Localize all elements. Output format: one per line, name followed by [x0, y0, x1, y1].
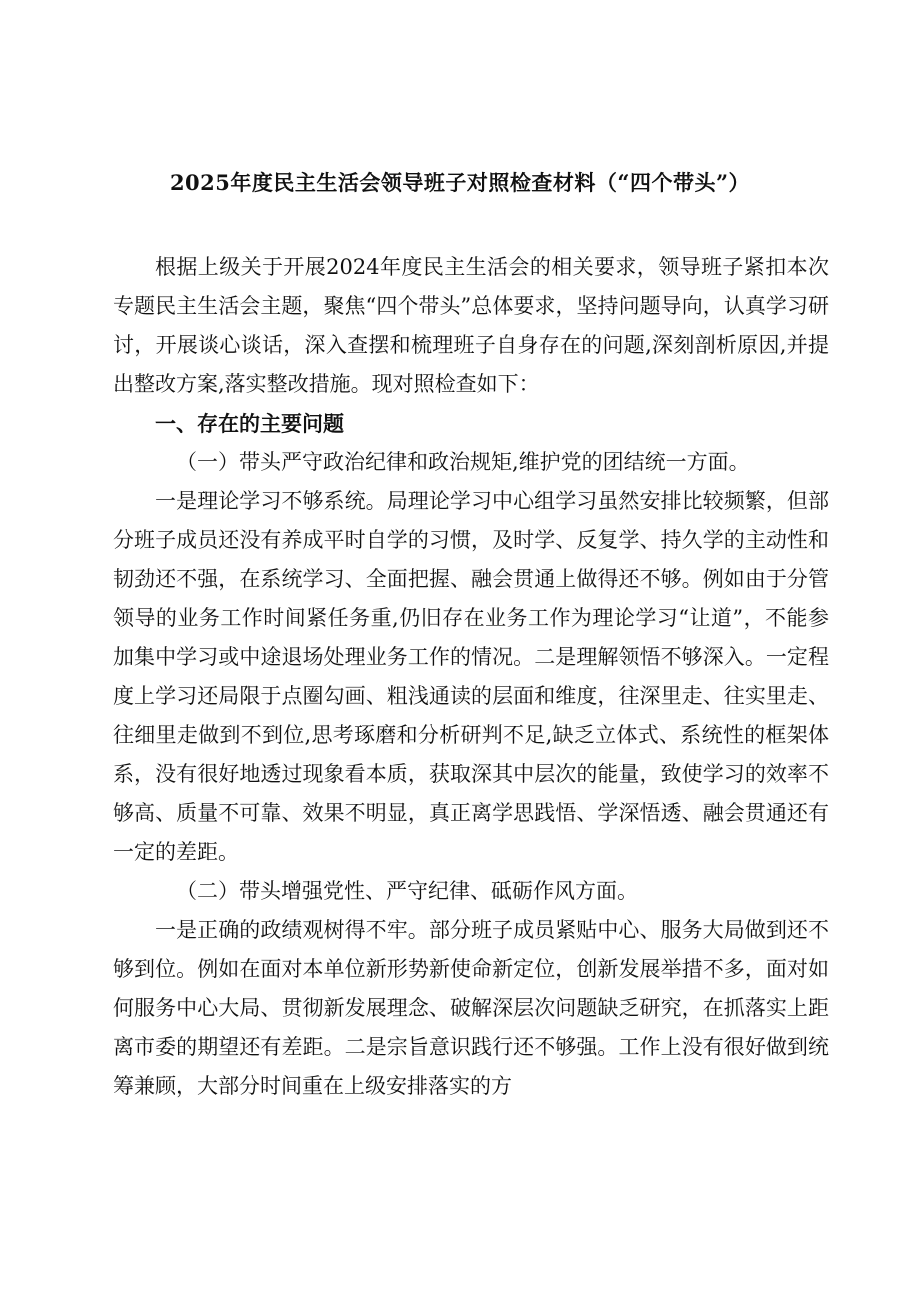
subsection-heading-1: （一）带头严守政治纪律和政治规矩,维护党的团结统一方面。 — [176, 450, 750, 474]
document-body — [113, 248, 829, 1106]
subsection-body-1: 一是理论学习不够系统。局理论学习中心组学习虽然安排比较频繁，但部分班子成员还没有养成平时自学的习惯，及时学、反复学、持久学的主动性和韧劲还不强，在系统学习、全面把握、融会贯通上做得还不够。例如由于分管领导的业务工作时间紧任务重,仍旧存在业务工作为理论学习“让道”，不能参加集中学习或中途退场处理业务工作的情况。二是理解领悟不够深入。一定程度上学习还局限于点圈勾画、粗浅通读的层面和维度，往深里走、往实里走、往细里走做到不到位,思考琢磨和分析研判不足,缺乏立体式、系统性的框架体系，没有很好地透过现象看本质，获取深其中层次的能量，致使学习的效率不够高、质量不可靠、效果不明显，真正离学思践悟、学深悟透、融会贯通还有一定的差距。 — [113, 489, 829, 864]
section-heading: 一、存在的主要问题 — [155, 411, 344, 436]
subsection-heading-2: （二）带头增强党性、严守纪律、砥砺作风方面。 — [176, 879, 638, 903]
document-title: 2025年度民主生活会领导班子对照检查材料（“四个带头”） — [169, 170, 751, 195]
intro-paragraph: 根据上级关于开展2024年度民主生活会的相关要求，领导班子紧扣本次专题民主生活会主题，聚焦“四个带头”总体要求，坚持问题导向，认真学习研讨，开展谈心谈话，深入查摆和梳理班子自身存在的问题,深刻剖析原因,并提出整改方案,落实整改措施。现对照检查如下： — [113, 255, 829, 396]
subsection-body-2: 一是正确的政绩观树得不牢。部分班子成员紧贴中心、服务大局做到还不够到位。例如在面对本单位新形势新使命新定位，创新发展举措不多，面对如何服务中心大局、贯彻新发展理念、破解深层次问题缺乏研究，在抓落实上距离市委的期望还有差距。二是宗旨意识践行还不够强。工作上没有很好做到统筹兼顾，大部分时间重在上级安排落实的方 — [113, 918, 829, 1098]
